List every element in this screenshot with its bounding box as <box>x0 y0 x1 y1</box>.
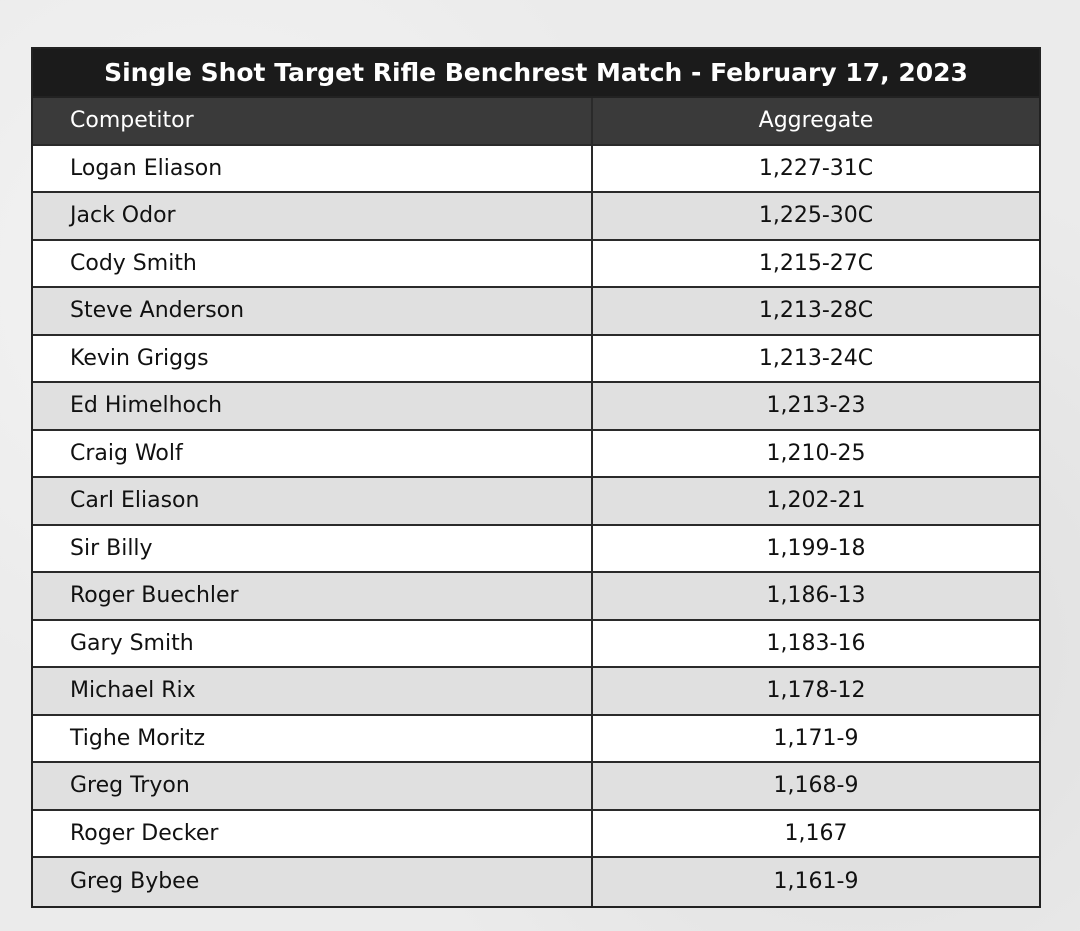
competitor-cell: Ed Himelhoch <box>33 383 593 429</box>
aggregate-cell: 1,213-23 <box>766 393 866 419</box>
aggregate-cell: 1,213-28C <box>758 298 874 324</box>
competitor-cell: Steve Anderson <box>33 288 593 334</box>
table-row <box>33 858 1039 906</box>
competitor-cell: Kevin Griggs <box>33 336 593 382</box>
aggregate-cell: 1,186-13 <box>766 583 866 609</box>
header-competitor: Competitor <box>33 98 593 144</box>
results-table <box>31 47 1041 908</box>
table-header-row <box>33 98 1039 146</box>
table-title: Single Shot Target Rifle Benchrest Match - February 17, 2023 <box>33 49 1039 98</box>
table-row <box>33 383 1039 431</box>
competitor-cell: Gary Smith <box>33 621 593 667</box>
aggregate-cell: 1,183-16 <box>766 630 866 656</box>
table-row <box>33 621 1039 669</box>
aggregate-cell: 1,167 <box>784 820 848 846</box>
aggregate-cell: 1,213-24C <box>758 345 874 371</box>
aggregate-cell: 1,168-9 <box>773 773 859 799</box>
table-row <box>33 146 1039 194</box>
aggregate-cell: 1,225-30C <box>758 203 874 229</box>
table-row <box>33 573 1039 621</box>
competitor-cell: Greg Bybee <box>33 858 593 906</box>
aggregate-cell: 1,202-21 <box>766 488 866 514</box>
table-row <box>33 431 1039 479</box>
header-aggregate: Aggregate <box>758 108 874 134</box>
table-row <box>33 478 1039 526</box>
competitor-cell: Greg Tryon <box>33 763 593 809</box>
aggregate-cell: 1,227-31C <box>758 155 874 181</box>
competitor-cell: Jack Odor <box>33 193 593 239</box>
competitor-cell: Michael Rix <box>33 668 593 714</box>
aggregate-cell: 1,178-12 <box>766 678 866 704</box>
table-row <box>33 763 1039 811</box>
competitor-cell: Carl Eliason <box>33 478 593 524</box>
table-body <box>33 146 1039 906</box>
table-row <box>33 716 1039 764</box>
table-row <box>33 288 1039 336</box>
competitor-cell: Roger Decker <box>33 811 593 857</box>
competitor-cell: Logan Eliason <box>33 146 593 192</box>
competitor-cell: Tighe Moritz <box>33 716 593 762</box>
competitor-cell: Sir Billy <box>33 526 593 572</box>
table-row <box>33 668 1039 716</box>
aggregate-cell: 1,199-18 <box>766 535 866 561</box>
aggregate-cell: 1,210-25 <box>766 440 866 466</box>
competitor-cell: Craig Wolf <box>33 431 593 477</box>
competitor-cell: Cody Smith <box>33 241 593 287</box>
table-row <box>33 811 1039 859</box>
table-row <box>33 193 1039 241</box>
table-row <box>33 336 1039 384</box>
aggregate-cell: 1,215-27C <box>758 250 874 276</box>
aggregate-cell: 1,161-9 <box>773 869 859 895</box>
competitor-cell: Roger Buechler <box>33 573 593 619</box>
table-row <box>33 526 1039 574</box>
table-row <box>33 241 1039 289</box>
aggregate-cell: 1,171-9 <box>773 725 859 751</box>
